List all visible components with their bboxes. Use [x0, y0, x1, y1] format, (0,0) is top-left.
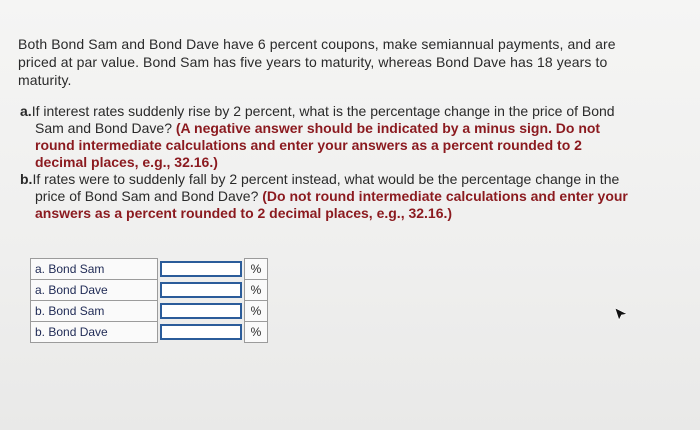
answer-label: a. Bond Sam [31, 259, 158, 280]
answer-input-b-dave[interactable] [160, 324, 242, 340]
answer-row [31, 301, 268, 322]
percent-unit: % [245, 259, 268, 280]
percent-unit: % [245, 280, 268, 301]
problem-statement: Both Bond Sam and Bond Dave have 6 percent coupons, make semiannual payments, and are priced at par value. Bond Sam has five years to maturity, whereas Bond Dave has 18 years to maturity. [18, 36, 616, 88]
question-a-instruction: (A negative answer should be indicated by a minus sign. Do not round intermediate calculations and enter your answers as a percent rounded to 2 decimal places, e.g., 32.16.) [35, 120, 601, 170]
answer-row [31, 322, 268, 343]
question-b-instruction: (Do not round intermediate calculations and enter your answers as a percent rounded to 2 decimal places, e.g., 32.16.) [35, 188, 628, 221]
answer-input-b-sam[interactable] [160, 303, 242, 319]
percent-unit: % [245, 301, 268, 322]
percent-unit: % [245, 322, 268, 343]
answer-row [31, 259, 268, 280]
answer-table [30, 258, 268, 343]
question-a-marker: a. [20, 103, 32, 119]
question-b [20, 171, 632, 222]
answer-input-a-sam[interactable] [160, 261, 242, 277]
answer-label: b. Bond Sam [31, 301, 158, 322]
question-b-text: If rates were to suddenly fall by 2 percent instead, what would be the percentage change in the price of Bond Sam and Bond Dave? [32, 171, 620, 204]
answer-label: b. Bond Dave [31, 322, 158, 343]
question-b-marker: b. [20, 171, 33, 187]
question-a-text: If interest rates suddenly rise by 2 percent, what is the percentage change in the price of Bond Sam and Bond Dave? [31, 103, 615, 136]
mouse-pointer-icon [614, 307, 628, 321]
answer-label: a. Bond Dave [31, 280, 158, 301]
answer-input-a-dave[interactable] [160, 282, 242, 298]
question-a [20, 103, 632, 171]
answer-row [31, 280, 268, 301]
